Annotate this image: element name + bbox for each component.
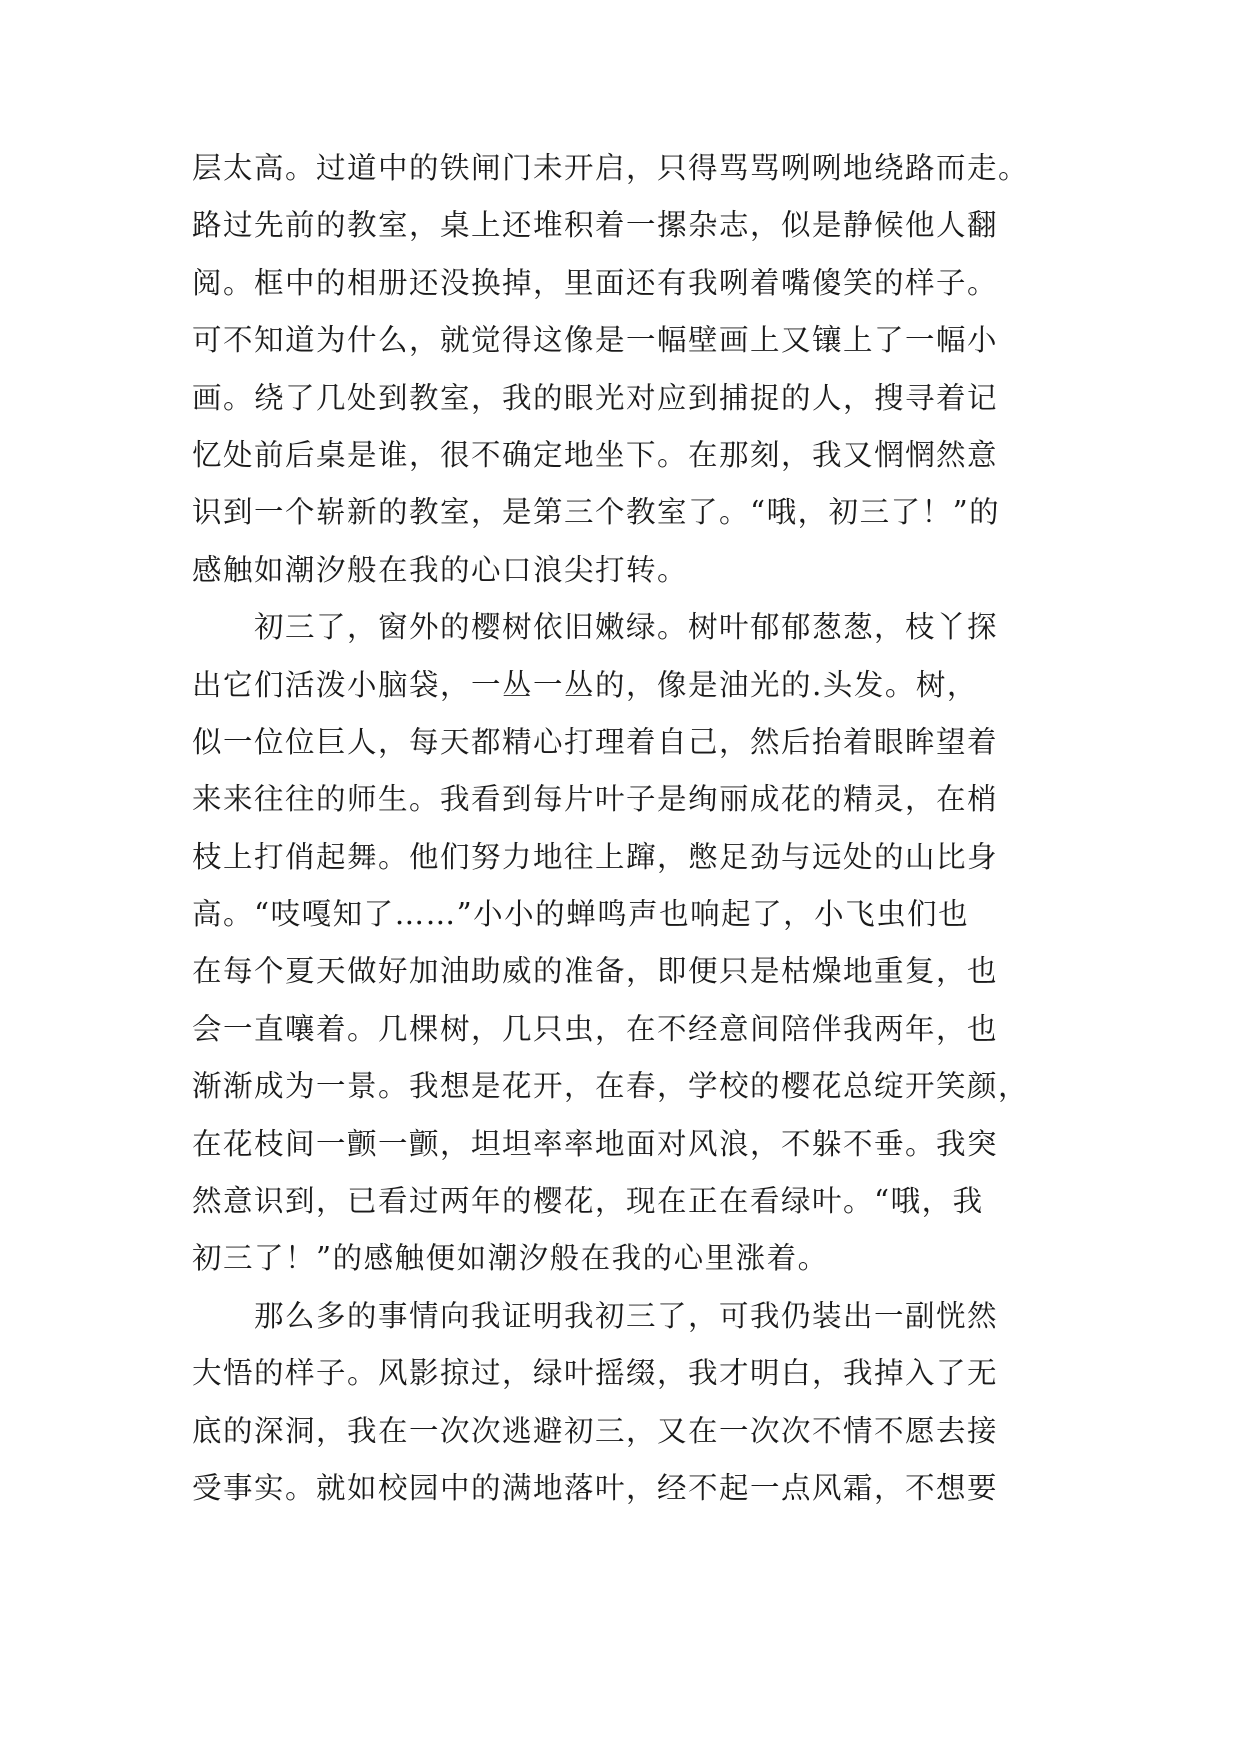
text-line: 渐渐成为一景。我想是花开，在春，学校的樱花总绽开笑颜， (192, 1069, 1030, 1104)
text-line: 感触如潮汐般在我的心口浪尖打转。 (192, 552, 689, 587)
text-line: 高。“吱嘎知了……”小小的蝉鸣声也响起了，小飞虫们也 (192, 897, 970, 932)
text-line: 受事实。就如校园中的满地落叶，经不起一点风霜，不想要 (192, 1470, 999, 1505)
text-line: 出它们活泼小脑袋，一丛一丛的，像是油光的.头发。树， (192, 667, 978, 702)
text-line: 画。绕了几处到教室，我的眼光对应到捕捉的人，搜寻着记 (192, 380, 999, 415)
text-line: 枝上打俏起舞。他们努力地往上蹿，憋足劲与远处的山比身 (192, 839, 999, 874)
text-line: 似一位位巨人，每天都精心打理着自己，然后抬着眼眸望着 (192, 724, 999, 759)
text-line: 阅。框中的相册还没换掉，里面还有我咧着嘴傻笑的样子。 (192, 265, 999, 300)
text-line: 初三了！”的感触便如潮汐般在我的心里涨着。 (192, 1241, 829, 1276)
text-line: 层太高。过道中的铁闸门未开启，只得骂骂咧咧地绕路而走。 (192, 151, 1030, 185)
text-line: 那么多的事情向我证明我初三了，可我仍装出一副恍然 (254, 1298, 999, 1333)
paragraph-3 (192, 1288, 1072, 1518)
text-line: 大悟的样子。风影掠过，绿叶摇缀，我才明白，我掉入了无 (192, 1356, 999, 1391)
text-line: 然意识到，已看过两年的樱花，现在正在看绿叶。“哦，我 (192, 1184, 984, 1219)
text-line: 在花枝间一颤一颤，坦坦率率地面对风浪，不躲不垂。我突 (192, 1126, 999, 1161)
text-line: 底的深洞，我在一次次逃避初三，又在一次次不情不愿去接 (192, 1413, 999, 1448)
body-text (192, 140, 1072, 1517)
text-line: 会一直嚷着。几棵树，几只虫，在不经意间陪伴我两年，也 (192, 1011, 999, 1046)
text-line: 路过先前的教室，桌上还堆积着一摞杂志，似是静候他人翻 (192, 208, 999, 243)
text-line: 来来往往的师生。我看到每片叶子是绚丽成花的精灵，在梢 (192, 782, 999, 817)
text-line: 可不知道为什么，就觉得这像是一幅壁画上又镶上了一幅小 (192, 323, 999, 358)
text-line: 初三了，窗外的樱树依旧嫩绿。树叶郁郁葱葱，枝丫探 (254, 610, 999, 645)
text-line: 在每个夏天做好加油助威的准备，即便只是枯燥地重复，也 (192, 954, 999, 989)
text-line: 识到一个崭新的教室，是第三个教室了。“哦，初三了！”的 (192, 495, 1001, 530)
text-line: 忆处前后桌是谁，很不确定地坐下。在那刻，我又惘惘然意 (192, 437, 999, 472)
paragraph-2 (192, 599, 1072, 1288)
paragraph-1 (192, 140, 1072, 599)
